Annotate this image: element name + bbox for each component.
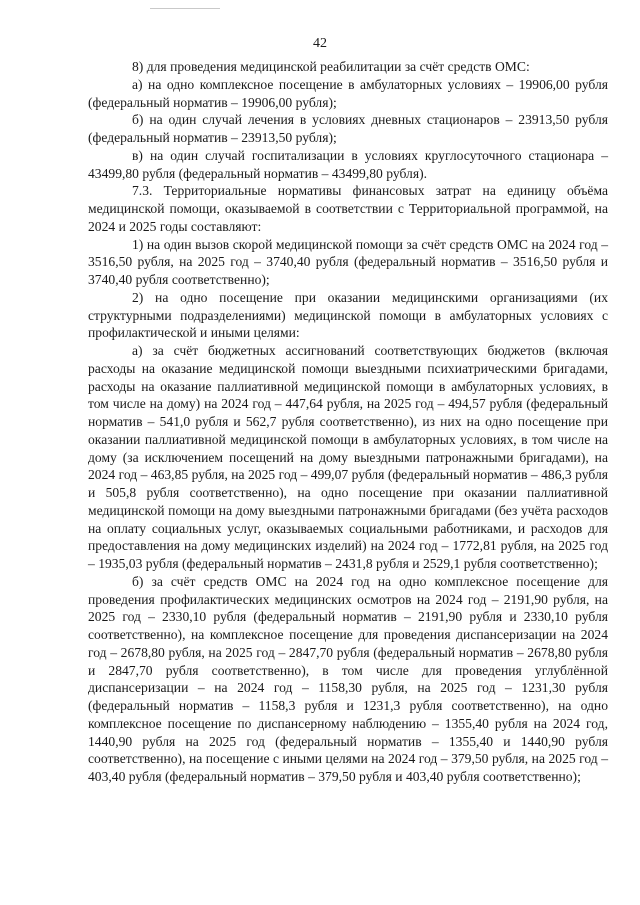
document-body	[88, 58, 608, 786]
paragraph-rehab-day-hospital: б) на один случай лечения в условиях дневных стационаров – 23913,50 рубля (федеральный норматив – 23913,50 рубля);	[88, 112, 608, 145]
paragraph-budget-funding: а) за счёт бюджетных ассигнований соответствующих бюджетов (включая расходы на оказание медицинской помощи выездными психиатрическими бригадами, расходы на оказание паллиативной медицинской помощи в амбулаторных условиях, в том числе на дому) на 2024 год – 447,64 рубля, на 2025 год – 494,57 рубля (федеральный норматив – 541,0 рубля и 562,7 рубля соответственно), из них на одно посещение при оказании паллиативной медицинской помощи в амбулаторных условиях, в том числе на дому (за исключением посещений на дому выездными патронажными бригадами), на 2024 год – 463,85 рубля, на 2025 год – 499,07 рубля (федеральный норматив – 486,3 рубля и 505,8 рубля соответственно), на одно посещение при оказании паллиативной медицинской помощи на дому выездными патронажными бригадами (без учёта расходов на оплату социальных услуг, оказываемых социальными работниками, и расходов для предоставления на дому медицинских изделий) на 2024 год – 1772,81 рубля, на 2025 год – 1935,03 рубля (федеральный норматив – 2431,8 рубля и 2529,1 рубля соответственно);	[88, 343, 608, 571]
paragraph-oms-funding: б) за счёт средств ОМС на 2024 год на одно комплексное посещение для проведения профилактических медицинских осмотров на 2024 год – 2191,90 рубля, на 2025 год – 2330,10 рубля (федеральный норматив – 2191,90 рубля и 2330,10 рубля соответственно), на комплексное посещение для проведения диспансеризации на 2024 год – 2678,80 рубля, на 2025 год – 2847,70 рубля (федеральный норматив – 2678,80 рубля и 2847,70 рубля соответственно), в том числе для проведения углублённой диспансеризации – на 2024 год – 1158,30 рубля, на 2025 год – 1231,30 рубля (федеральный норматив – 1158,3 рубля и 1231,3 рубля соответственно), на одно комплексное посещение по диспансерному наблюдению – 1355,40 рубля на 2024 год, 1440,90 рубля на 2025 год (федеральный норматив – 1355,40 и 1440,90 рубля соответственно), на посещение с иными целями на 2024 год – 379,50 рубля, на 2025 год – 403,40 рубля (федеральный норматив – 379,50 рубля и 403,40 рубля соответственно);	[88, 573, 608, 784]
paragraph-outpatient-visit: 2) на одно посещение при оказании медицинскими организациями (их структурными подразделениями) медицинской помощи в амбулаторных условиях с профилактической и иными целями:	[88, 289, 608, 341]
page-number: 42	[313, 36, 327, 51]
paragraph-rehabilitation: 8) для проведения медицинской реабилитации за счёт средств ОМС:	[132, 59, 530, 74]
paragraph-rehab-inpatient: в) на один случай госпитализации в условиях круглосуточного стационара – 43499,80 рубля (федеральный норматив – 43499,80 рубля).	[88, 147, 608, 181]
scan-artifact-line	[150, 8, 220, 9]
paragraph-ambulance-call: 1) на один вызов скорой медицинской помощи за счёт средств ОМС на 2024 год – 3516,50 рубля, на 2025 год – 3740,40 рубля (федеральный норматив – 3516,50 рубля и 3740,40 рубля соответственно);	[88, 236, 608, 287]
paragraph-section-7-3: 7.3. Территориальные нормативы финансовых затрат на единицу объёма медицинской помощи, оказываемой в соответствии с Территориальной программой, на 2024 и 2025 годы составляют:	[88, 183, 608, 234]
paragraph-rehab-outpatient: а) на одно комплексное посещение в амбулаторных условиях – 19906,00 рубля (федеральный норматив – 19906,00 рубля);	[88, 76, 608, 110]
